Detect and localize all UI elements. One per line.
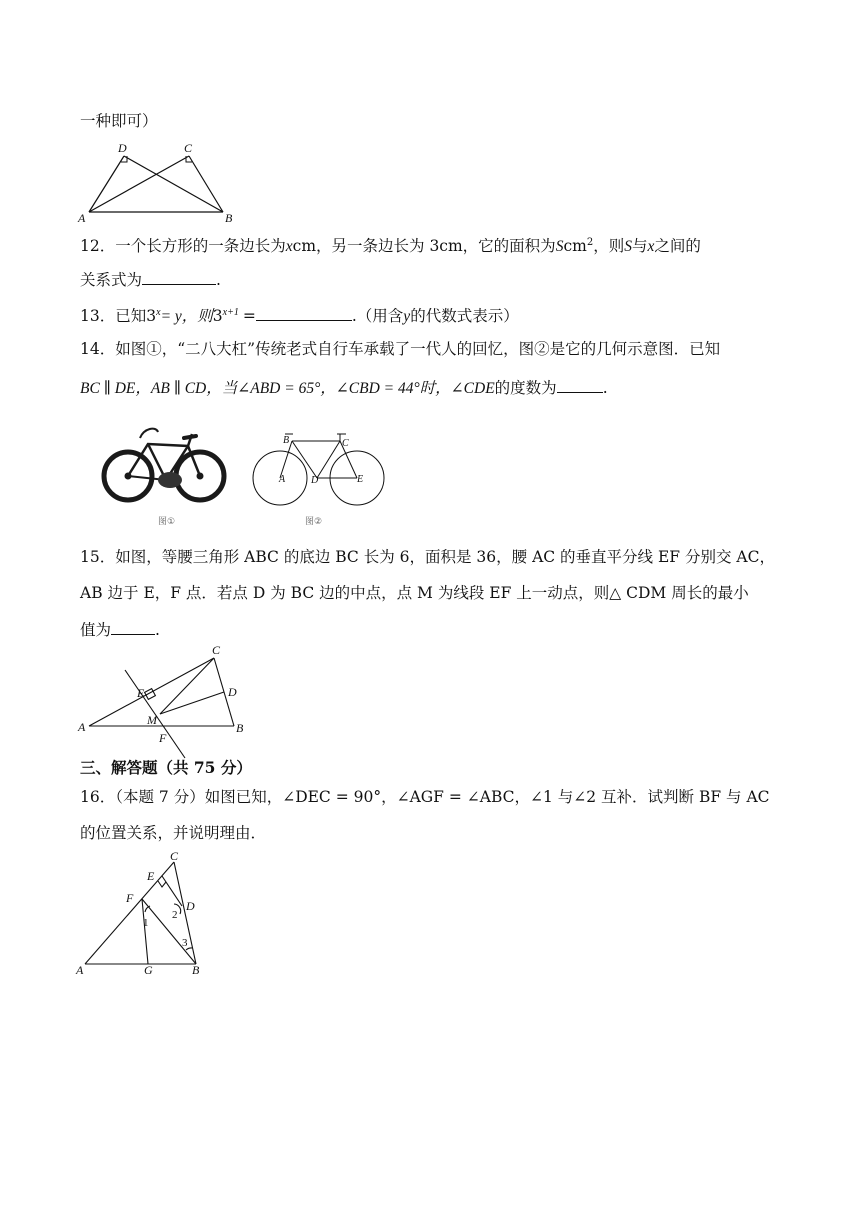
- angle-3-label: 3: [182, 937, 188, 949]
- q16-text: （本题 7 分）如图已知，∠DEC = 90°，∠AGF = ∠ABC，∠1 与∠2 互补．试判断 BF 与 AC: [115, 788, 770, 806]
- figure-q16: [76, 846, 216, 980]
- label-D: D: [118, 141, 127, 155]
- question-15-line-3: [80, 618, 160, 641]
- question-16-line-1: [80, 786, 770, 808]
- q12-var-S: S: [624, 238, 632, 256]
- angle-2-label: 2: [172, 909, 178, 921]
- q12-text: 一个长方形的一条边长为: [115, 237, 286, 256]
- q12-sup: 2: [586, 237, 594, 248]
- label-D: D: [186, 899, 195, 913]
- angle-1-label: 1: [143, 917, 149, 929]
- label-F: F: [159, 731, 167, 745]
- q16-number: 16．: [80, 788, 116, 806]
- q14-text: 的度数为: [494, 379, 557, 397]
- label-B: B: [225, 211, 233, 225]
- q14-text: 如图①，“二八大杠”传统老式自行车承载了一代人的回忆，图②是它的几何示意图．已知: [115, 340, 721, 358]
- label-C: C: [170, 849, 179, 863]
- question-13: [80, 302, 519, 328]
- q13-text: 已知: [115, 307, 147, 326]
- q13-text: 的代数式表示）: [410, 307, 519, 326]
- q12-var-x: x: [285, 238, 293, 256]
- label-D: D: [228, 685, 237, 699]
- q13-base: 3: [212, 307, 223, 326]
- label-E: E: [147, 869, 155, 883]
- q15-number: 15．: [80, 548, 116, 566]
- figure-q14-schematic: [245, 420, 390, 530]
- q14-math: BC ∥ DE，AB ∥ CD，当∠ABD = 65°，∠CBD = 44°时，∠CDE: [80, 380, 495, 397]
- q15-text: 值为: [80, 621, 112, 639]
- label-C: C: [212, 643, 221, 657]
- q13-base: 3: [146, 307, 157, 326]
- q12-text: ，则: [593, 237, 625, 256]
- q12-text: 之间的: [654, 237, 701, 256]
- q12-text: cm，另一条边长为 3cm，它的面积为: [292, 237, 556, 256]
- q13-exponent: x: [156, 307, 161, 318]
- label-A: A: [279, 474, 286, 485]
- label-G: G: [144, 963, 153, 977]
- q15-end: .: [155, 621, 160, 639]
- fig2-caption: 图②: [305, 517, 323, 527]
- figure-q11: [78, 140, 248, 224]
- question-14-line-2: [80, 376, 608, 400]
- label-A: A: [78, 211, 86, 225]
- figure-q14-bicycle-photo: [100, 420, 230, 530]
- q12-var-x: x: [647, 238, 655, 256]
- q12-unit: cm: [563, 237, 587, 256]
- question-15-line-1: [80, 546, 775, 568]
- label-B: B: [236, 721, 244, 735]
- label-F: F: [126, 891, 134, 905]
- figure-q15: [78, 642, 268, 760]
- question-16-line-2: [80, 822, 266, 844]
- answer-blank[interactable]: [111, 618, 155, 635]
- q13-equals: =: [242, 307, 256, 326]
- q13-text: .（用含: [351, 307, 404, 326]
- label-A: A: [78, 720, 86, 734]
- q12-end: .: [216, 271, 221, 289]
- q16-text: 的位置关系，并说明理由．: [80, 824, 267, 842]
- label-C: C: [184, 141, 193, 155]
- answer-blank[interactable]: [256, 304, 352, 321]
- q15-text: AB 边于 E，F 点．若点 D 为 BC 边的中点，点 M 为线段 EF 上一动点，则△ CDM 周长的最小: [80, 584, 749, 602]
- label-C: C: [342, 438, 349, 449]
- q15-text: 如图，等腰三角形 ABC 的底边 BC 长为 6，面积是 36，腰 AC 的垂直平分线 EF 分别交 AC，: [115, 548, 775, 566]
- section-3-heading: 三、解答题（共 75 分）: [80, 758, 252, 777]
- question-12-line-1: [80, 232, 701, 258]
- label-E: E: [137, 686, 145, 700]
- q13-number: 13．: [80, 307, 116, 326]
- q11-continuation: 一种即可）: [80, 112, 158, 130]
- q12-text: 与: [631, 237, 648, 256]
- q14-end: .: [602, 379, 608, 397]
- label-E: E: [357, 474, 364, 485]
- label-A: A: [76, 963, 84, 977]
- q13-var-y: y: [403, 308, 411, 326]
- q13-equation: = y，则: [160, 308, 213, 326]
- answer-blank[interactable]: [142, 268, 216, 285]
- q14-number: 14．: [80, 340, 116, 358]
- question-15-line-2: [80, 582, 749, 604]
- q12-text: 关系式为: [80, 271, 143, 289]
- q12-var-S: S: [555, 238, 564, 256]
- answer-blank[interactable]: [557, 376, 603, 393]
- label-M: M: [147, 713, 157, 727]
- label-D: D: [311, 475, 319, 486]
- q13-exponent: x+1: [222, 307, 239, 318]
- fig1-caption: 图①: [158, 517, 176, 527]
- q12-number: 12．: [80, 237, 116, 256]
- question-14-line-1: [80, 338, 720, 360]
- question-12-line-2: [80, 268, 221, 291]
- label-B: B: [283, 435, 290, 446]
- label-B: B: [192, 963, 200, 977]
